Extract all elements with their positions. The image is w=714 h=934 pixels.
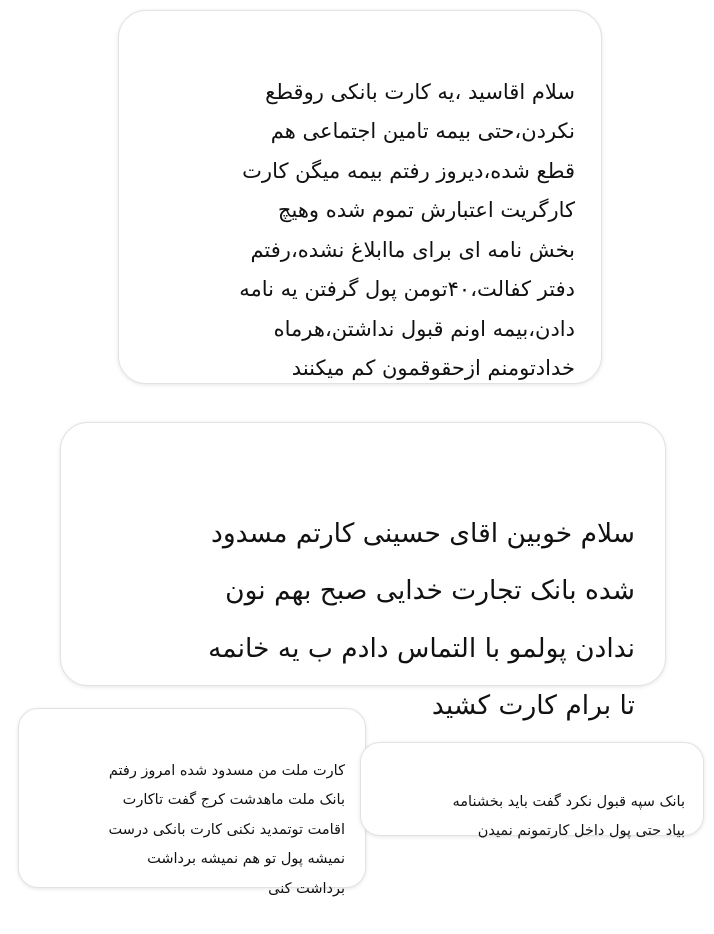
message-text-1: سلام اقاسید ،یه کارت بانکی روقطع نکردن،حتی بیمه تامین اجتماعی هم قطع شده،دیروز رفتم بیمه میگن کارت کارگریت اعتبارش تموم شده وهیچ بخش نامه ای برای ماابلاغ نشده،رفتم دفتر کفالت،۴۰تومن پول گرفتن یه نامه دادن،بیمه اونم قبول نداشتن،هرماه خدادتومنم ازحقوقمون کم میکنند <box>239 79 575 380</box>
message-bubble-3[interactable] <box>18 708 366 897</box>
message-bubble-1[interactable] <box>118 10 602 384</box>
message-text-3: کارت ملت من مسدود شده امروز رفتم بانک ملت ماهدشت کرج گفت تاکارت اقامت توتمدید نکنی کارت بانکی درست نمیشه پول تو هم نمیشه برداشت برداشت کنی <box>108 762 345 897</box>
message-text-2: سلام خوبین اقای حسینی کارتم مسدود شده بانک تجارت خدایی صبح بهم نون ندادن پولمو با التماس دادم ب یه خانمه تا برام کارت کشید <box>208 517 635 721</box>
message-text-4: بانک سپه قبول نکرد گفت باید بخشنامه بیاد حتی پول داخل کارتمونم نمیدن <box>452 794 685 839</box>
message-bubble-2[interactable] <box>60 422 666 721</box>
message-bubble-4[interactable] <box>360 742 704 839</box>
